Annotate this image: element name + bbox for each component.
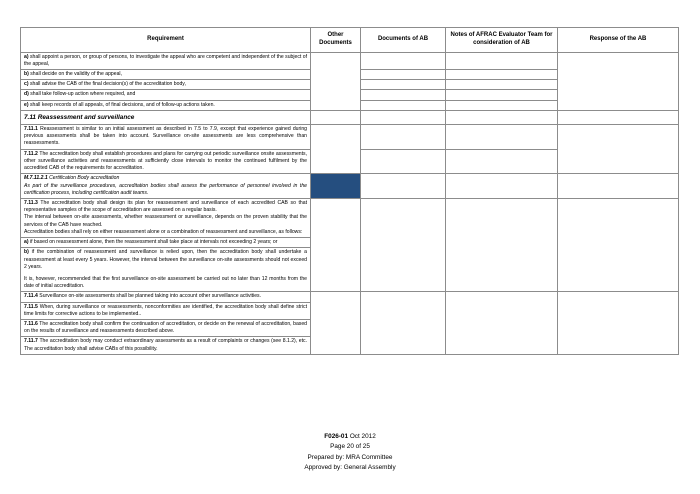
other-documents-cell[interactable] — [311, 198, 361, 291]
m-clause-number: M.7.11.2.1 — [24, 175, 48, 182]
other-documents-cell[interactable] — [311, 110, 361, 124]
requirement-text: shall take follow-up action where required, and — [28, 91, 136, 98]
documents-of-ab-cell[interactable] — [361, 125, 446, 150]
footer-doc-id: F026-01 — [324, 433, 349, 440]
requirement-text: shall advise the CAB of the final decision(s) of the accreditation body, — [28, 81, 186, 88]
m-clause-title: Certification Body accreditation — [47, 175, 120, 182]
column-header-requirement: Requirement — [21, 28, 311, 53]
requirement-cell — [21, 248, 311, 292]
requirement-cell — [21, 90, 311, 100]
requirement-cell — [21, 52, 311, 69]
requirement-cell — [21, 320, 311, 337]
other-documents-cell-filled[interactable] — [311, 174, 361, 199]
requirement-cell — [21, 337, 311, 354]
notes-afrac-cell[interactable] — [446, 125, 558, 150]
clause-number: 7.11.7 — [24, 338, 38, 345]
notes-afrac-cell[interactable] — [446, 110, 558, 124]
documents-of-ab-cell[interactable] — [361, 174, 446, 199]
requirement-text: When, during surveillance or reassessments, nonconformities are identified, the accreditation body shall define strict time limits for corrective actions to be implemented.. — [24, 303, 307, 317]
list-marker: b) — [24, 249, 29, 256]
requirement-text: shall decide on the validity of the appeal, — [28, 71, 122, 78]
other-documents-cell[interactable] — [311, 292, 361, 355]
documents-of-ab-cell[interactable] — [361, 292, 446, 355]
requirement-text: The accreditation body shall confirm the continuation of accreditation, or decide on the renewal of accreditation, based on the results of surveillance and reassessments described above. — [24, 321, 307, 335]
clause-number: 7.11.3 — [24, 199, 38, 206]
clause-paragraph: It is, however, recommended that the first surveillance on-site assessment be carried out no later than 12 months from the date of initial accreditation. — [24, 275, 307, 290]
requirements-table — [20, 27, 679, 355]
section-heading-text: 7.11 Reassessment and surveillance — [21, 110, 311, 124]
requirement-cell — [21, 198, 311, 237]
requirement-cell — [21, 174, 311, 199]
response-of-ab-cell[interactable] — [558, 110, 679, 124]
requirement-text: Reassessment is similar to an initial assessment as described in 7.5 to 7.9, except that experience gained during previous assessments shall be taken into account. Surveillance on-site assessments are less comprehensive than reassessments. — [24, 126, 307, 147]
notes-afrac-cell[interactable] — [446, 174, 558, 199]
requirement-text: The accreditation body shall establish procedures and plans for carrying out periodic surveillance onsite assessments, other surveillance activities and reassessments at sufficiently close intervals to monitor the continued fulfilment by the accredited CAB of the requirements for accreditation. — [24, 150, 307, 172]
column-header-response-of-ab: Response of the AB — [558, 28, 679, 53]
documents-of-ab-cell[interactable] — [361, 198, 446, 291]
requirement-text: shall keep records of all appeals, of final decisions, and of follow-up actions taken. — [28, 101, 215, 108]
table-row — [21, 198, 679, 237]
notes-afrac-cell[interactable] — [446, 198, 558, 291]
footer-prepared-by: Prepared by: MRA Committee — [307, 453, 393, 461]
section-heading-row — [21, 110, 679, 124]
documents-of-ab-cell[interactable] — [361, 149, 446, 174]
requirement-cell — [21, 125, 311, 150]
notes-afrac-cell[interactable] — [446, 80, 558, 90]
documents-of-ab-cell[interactable] — [361, 52, 446, 69]
table-row — [21, 292, 679, 302]
requirement-cell — [21, 302, 311, 319]
footer-doc-date: Oct 2012 — [349, 433, 376, 440]
requirement-text: if the combination of reassessment and surveillance is relied upon, then the accreditation body shall undertake a reassessment at least every 5 years. However, the interval between the surveillance on-site assessments should not exceed 2 years. — [24, 249, 307, 270]
clause-number: 7.11.2 — [24, 150, 38, 157]
requirement-text: The accreditation body shall design its plan for reassessment and surveillance of each accredited CAB so that representative samples of the scope of accreditation are assessed on a regular basis. — [24, 199, 307, 214]
list-marker: a) — [24, 53, 29, 60]
footer-approved-by: Approved by: General Assembly — [304, 464, 396, 472]
requirement-cell — [21, 80, 311, 90]
m-clause-title-line — [24, 175, 307, 182]
requirement-cell — [21, 292, 311, 302]
list-marker: e) — [24, 101, 29, 108]
requirement-text: Surveillance on-site assessments shall be planned taking into account other surveillance activities. — [37, 293, 262, 300]
clause-paragraph: The interval between on-site assessments, whether reassessment or surveillance, depends on the proven stability that the services of the CAB have reached. — [24, 214, 307, 228]
requirement-text: The accreditation body may conduct extraordinary assessments as a result of complaints or changes (see 8.1.2), etc. The accreditation body shall advise CABs of this possibility. — [24, 338, 307, 352]
documents-of-ab-cell[interactable] — [361, 80, 446, 90]
clause-number: 7.11.6 — [24, 321, 38, 328]
requirement-text: shall appoint a person, or group of persons, to investigate the appeal who are competent and independent of the subject of the appeal, — [24, 53, 307, 67]
clause-paragraph — [24, 200, 307, 214]
documents-of-ab-cell[interactable] — [361, 100, 446, 110]
requirement-cell — [21, 100, 311, 110]
documents-of-ab-cell[interactable] — [361, 70, 446, 80]
table-row — [21, 52, 679, 69]
response-of-ab-cell[interactable] — [558, 174, 679, 199]
list-marker: c) — [24, 81, 29, 88]
list-marker: b) — [24, 71, 29, 78]
notes-afrac-cell[interactable] — [446, 292, 558, 355]
table-row — [21, 125, 679, 150]
response-of-ab-cell[interactable] — [558, 292, 679, 355]
other-documents-cell[interactable] — [311, 52, 361, 110]
column-header-documents-of-ab: Documents of AB — [361, 28, 446, 53]
footer-page-number: Page 20 of 25 — [330, 443, 370, 451]
documents-of-ab-cell[interactable] — [361, 110, 446, 124]
response-of-ab-cell[interactable] — [558, 52, 679, 110]
m-clause-body: As part of the surveillance procedures, accreditation bodies shall assess the performance of personnel involved in the certification process, including certification audit teams. — [24, 182, 307, 196]
notes-afrac-cell[interactable] — [446, 70, 558, 80]
clause-number: 7.11.1 — [24, 126, 38, 132]
table-header-row — [21, 28, 679, 53]
requirement-cell — [21, 238, 311, 248]
response-of-ab-cell[interactable] — [558, 198, 679, 291]
response-of-ab-cell[interactable] — [558, 125, 679, 174]
requirement-cell — [21, 149, 311, 174]
documents-of-ab-cell[interactable] — [361, 90, 446, 100]
clause-paragraph: Accreditation bodies shall rely on either reassessment alone or a combination of reassessment and surveillance, as follows: — [24, 228, 303, 235]
notes-afrac-cell[interactable] — [446, 100, 558, 110]
list-marker: d) — [24, 91, 29, 98]
page-footer — [0, 432, 700, 474]
footer-doc-line — [0, 432, 700, 442]
clause-number: 7.11.4 — [24, 293, 38, 300]
requirement-cell — [21, 70, 311, 80]
table-body — [21, 52, 679, 354]
list-marker: a) — [24, 239, 29, 246]
clause-paragraph — [24, 249, 307, 271]
column-header-other-documents: Other Documents — [311, 28, 361, 53]
other-documents-cell[interactable] — [311, 125, 361, 174]
clause-number: 7.11.5 — [24, 303, 38, 310]
notes-afrac-cell[interactable] — [446, 90, 558, 100]
column-header-notes-afrac: Notes of AFRAC Evaluator Team for consideration of AB — [446, 28, 558, 53]
notes-afrac-cell[interactable] — [446, 52, 558, 69]
requirement-text: if based on reassessment alone, then the reassessment shall take place at intervals not exceeding 2 years; or — [28, 239, 278, 246]
table-row-m-clause — [21, 174, 679, 199]
notes-afrac-cell[interactable] — [446, 149, 558, 174]
